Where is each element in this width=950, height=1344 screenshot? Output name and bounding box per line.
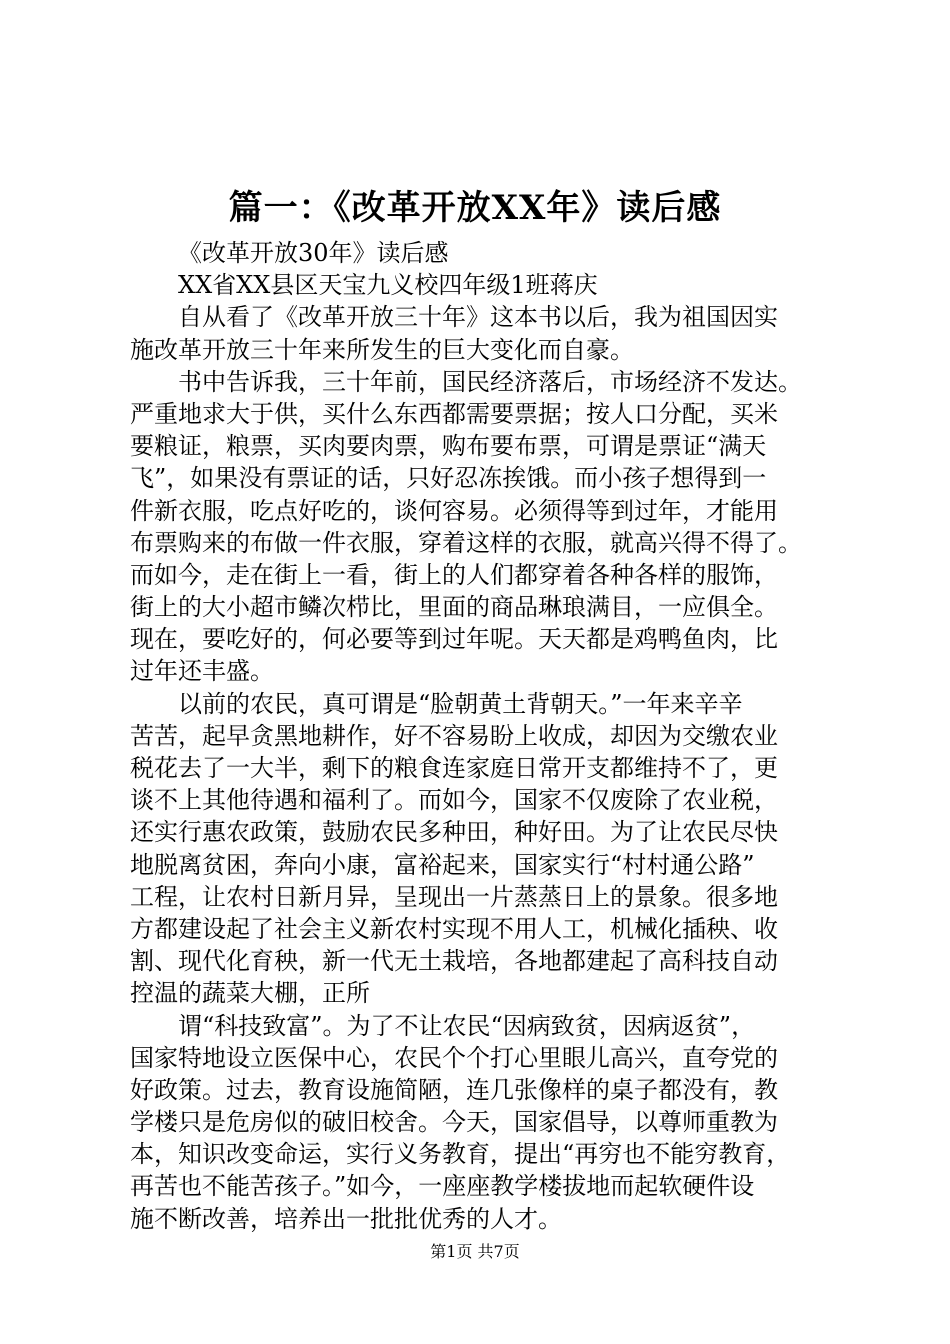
text-line: 件新衣服，吃点好吃的，谈何容易。必须得等到过年，才能用 [130, 496, 778, 525]
text-line: 以前的农民，真可谓是“脸朝黄土背朝天。”一年来辛辛 [178, 689, 743, 718]
text-line: 割、现代化育秧，新一代无土栽培，各地都建起了高科技自动 [130, 947, 778, 976]
text-line: 飞”，如果没有票证的话，只好忍冻挨饿。而小孩子想得到一 [130, 464, 767, 493]
page-number: 第1页 共7页 [430, 1242, 520, 1261]
text-line: 方都建设起了社会主义新农村实现不用人工，机械化插秧、收 [130, 914, 778, 943]
text-line: 《改革开放30年》读后感 [178, 239, 449, 267]
text-line: 过年还丰盛。 [130, 657, 274, 686]
text-line: 严重地求大于供，买什么东西都需要票据；按人口分配，买米 [130, 399, 778, 428]
text-line: 而如今，走在街上一看，街上的人们都穿着各种各样的服饰， [130, 560, 778, 589]
text-line: 地脱离贫困，奔向小康，富裕起来，国家实行“村村通公路” [130, 850, 755, 879]
text-line: 街上的大小超市鳞次栉比，里面的商品琳琅满目，一应俱全。 [130, 593, 778, 622]
text-line: 现在，要吃好的，何必要等到过年呢。天天都是鸡鸭鱼肉，比 [130, 625, 778, 654]
text-line: 工程，让农村日新月异，呈现出一片蒸蒸日上的景象。很多地 [130, 882, 778, 911]
document-title: 篇一：《改革开放XX年》读后感 [228, 188, 722, 228]
text-line: 还实行惠农政策，鼓励农民多种田，种好田。为了让农民尽快 [130, 818, 778, 847]
text-line: 学楼只是危房似的破旧校舍。今天，国家倡导，以尊师重教为 [130, 1108, 778, 1137]
text-line: 本，知识改变命运，实行义务教育，提出“再穷也不能穷教育， [130, 1140, 791, 1169]
text-line: XX省XX县区天宝九义校四年级1班蒋庆 [178, 271, 598, 300]
text-line: 好政策。过去，教育设施简陋，连几张像样的桌子都没有，教 [130, 1075, 778, 1104]
text-line: 税花去了一大半，剩下的粮食连家庭日常开支都维持不了，更 [130, 754, 778, 782]
text-line: 自从看了《改革开放三十年》这本书以后，我为祖国因实 [178, 303, 778, 332]
text-line: 谓“科技致富”。为了不让农民“因病致贫，因病返贫”， [178, 1011, 756, 1040]
text-line: 谈不上其他待遇和福利了。而如今，国家不仅废除了农业税， [130, 786, 778, 815]
text-line: 施改革开放三十年来所发生的巨大变化而自豪。 [130, 335, 634, 364]
text-line: 施不断改善，培养出一批批优秀的人才。 [130, 1204, 562, 1233]
text-line: 控温的蔬菜大棚，正所 [130, 979, 370, 1008]
text-line: 布票购来的布做一件衣服，穿着这样的衣服，就高兴得不得了。 [130, 528, 802, 557]
document-body [130, 237, 850, 1235]
text-line: 国家特地设立医保中心，农民个个打心里眼儿高兴，直夸党的 [130, 1043, 778, 1072]
text-line: 再苦也不能苦孩子。”如今，一座座教学楼拔地而起软硬件设 [130, 1172, 755, 1201]
text-line: 书中告诉我，三十年前，国民经济落后，市场经济不发达。 [178, 367, 802, 396]
text-line: 要粮证，粮票，买肉要肉票，购布要布票，可谓是票证“满天 [130, 432, 767, 461]
text-line: 苦苦，起早贪黑地耕作，好不容易盼上收成，却因为交缴农业 [130, 721, 778, 750]
